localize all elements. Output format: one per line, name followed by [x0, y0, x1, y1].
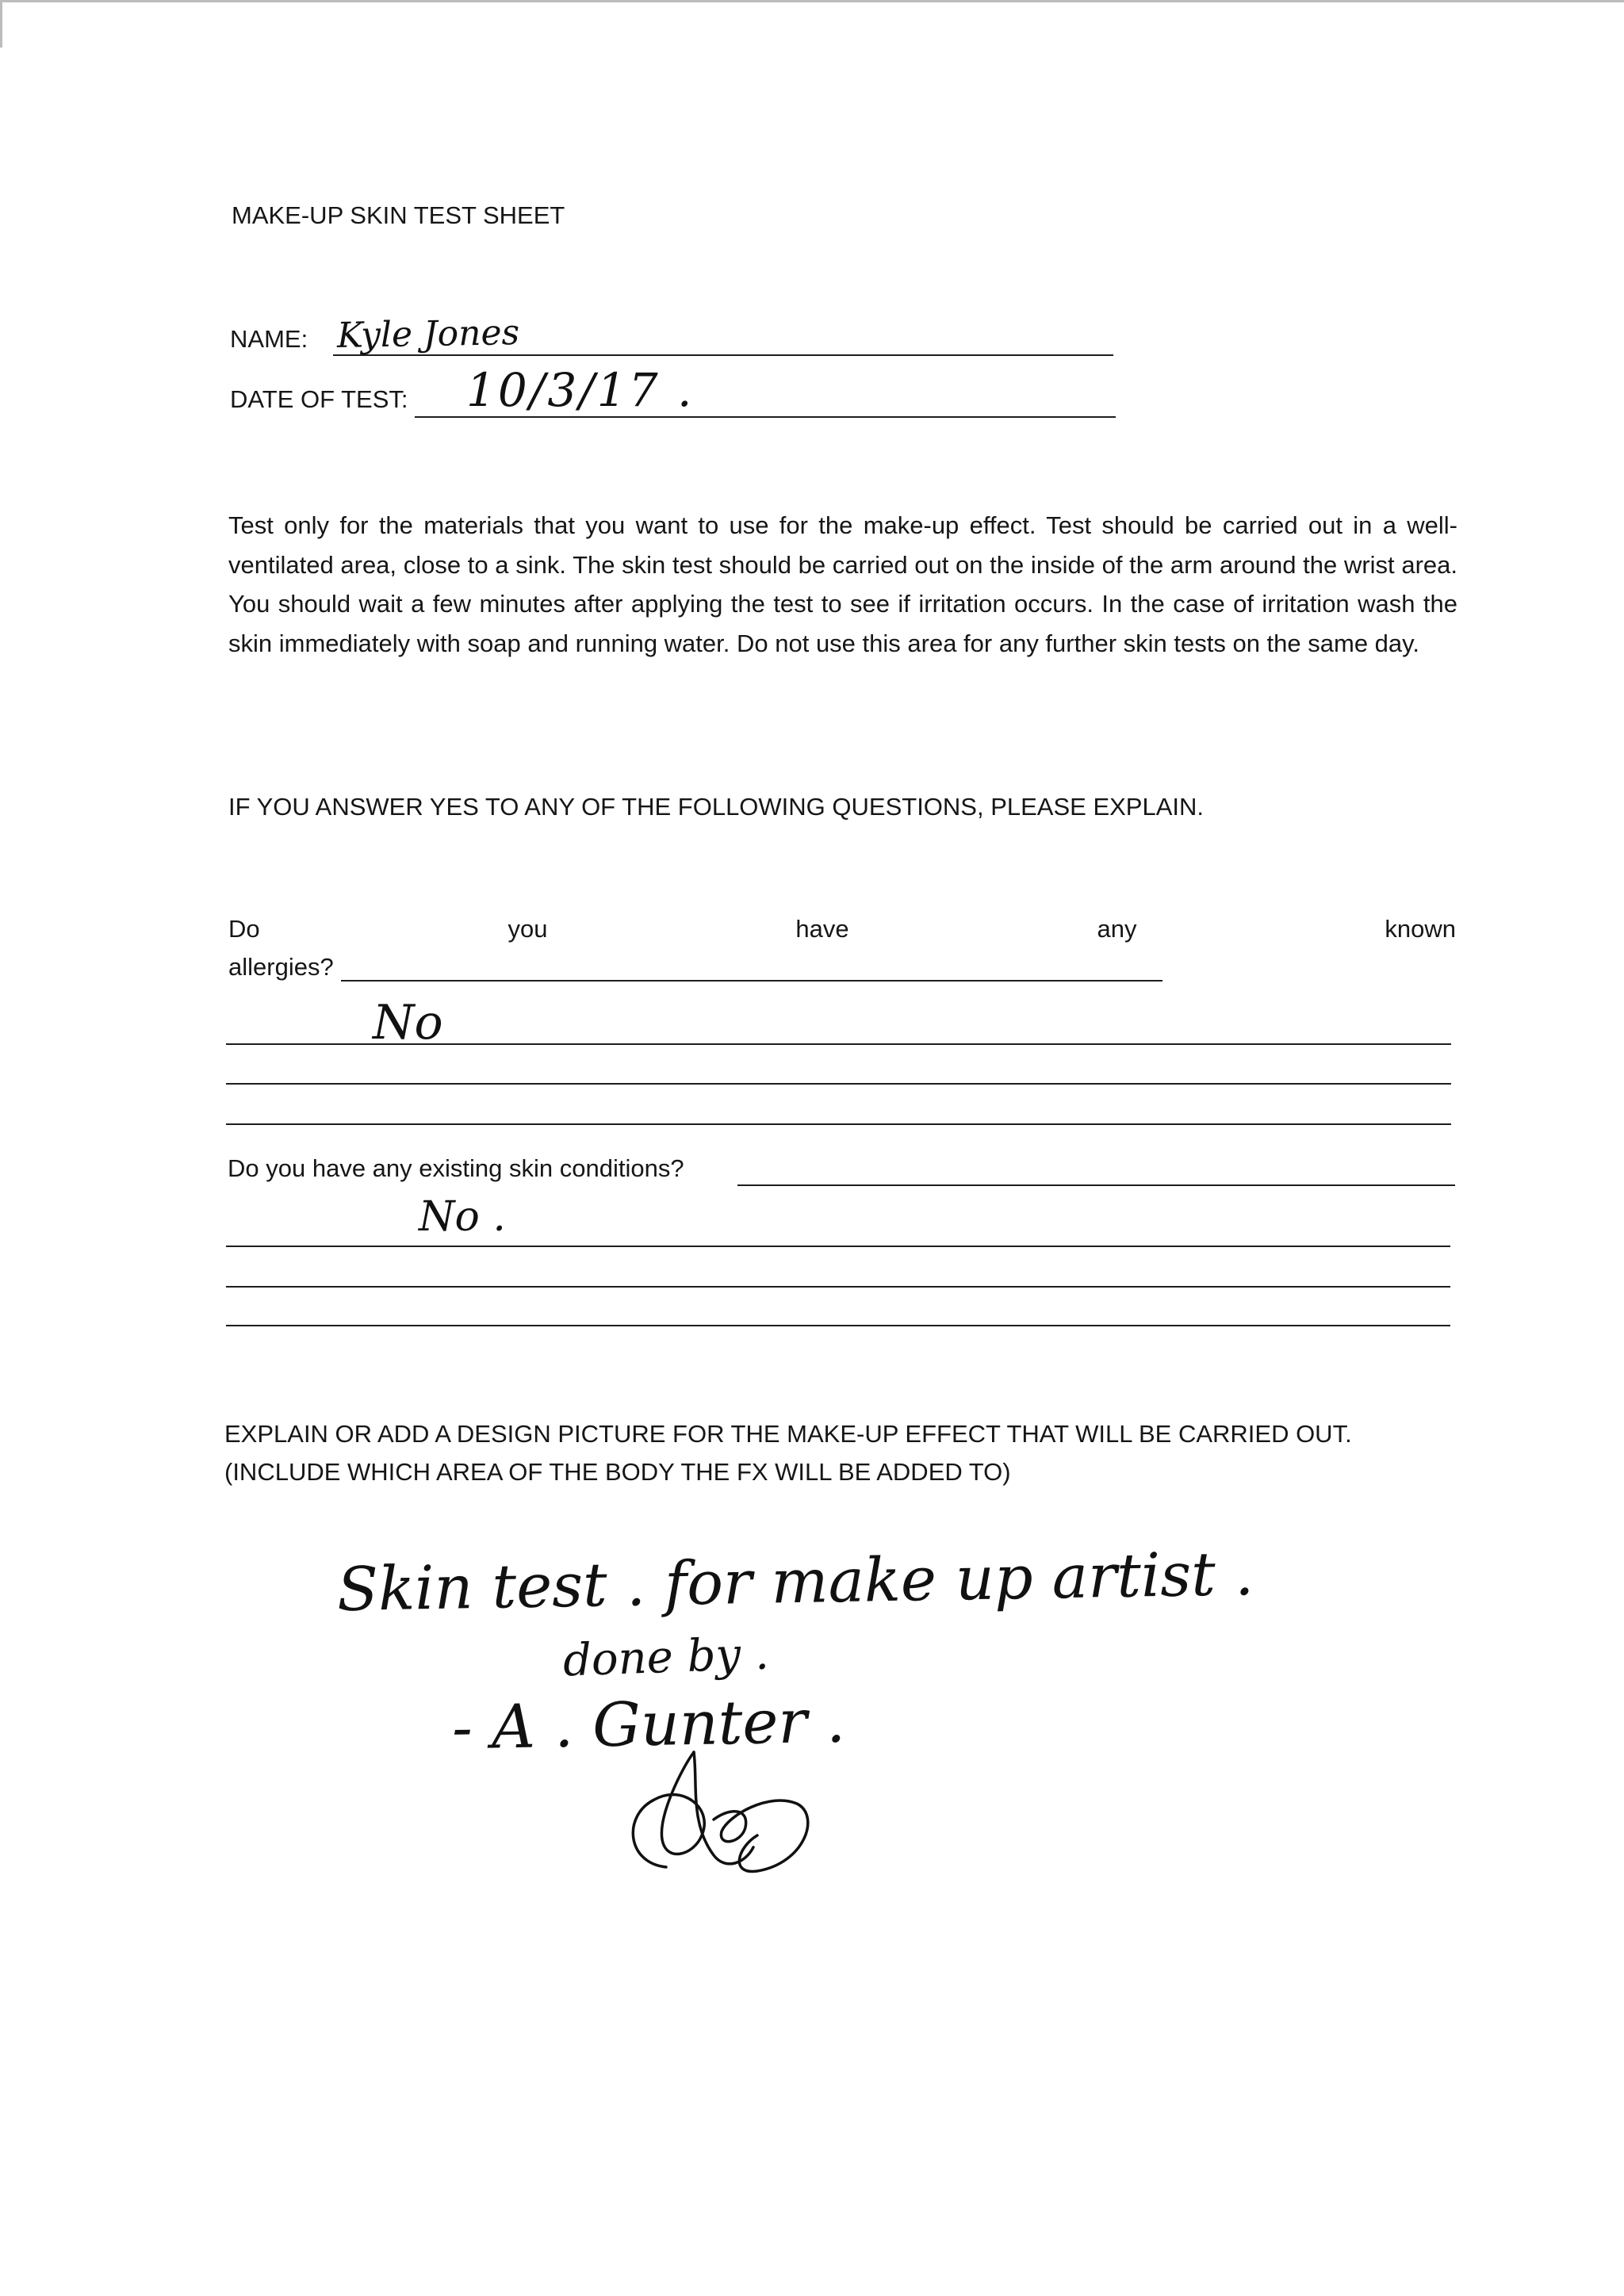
- answer-line[interactable]: [226, 1246, 1450, 1247]
- answer-line[interactable]: [226, 1123, 1451, 1125]
- question-word: any: [1097, 915, 1137, 943]
- design-heading-line2: (INCLUDE WHICH AREA OF THE BODY THE FX WILL BE ADDED TO): [224, 1458, 1011, 1486]
- date-value[interactable]: 10/3/17 .: [466, 363, 695, 417]
- question-word: Do: [228, 915, 260, 943]
- question-word: have: [795, 915, 849, 943]
- design-notes-line1[interactable]: Skin test . for make up artist .: [336, 1537, 1254, 1625]
- questions-heading: IF YOU ANSWER YES TO ANY OF THE FOLLOWING QUESTIONS, PLEASE EXPLAIN.: [228, 793, 1205, 821]
- design-notes-line3[interactable]: - A . Gunter .: [451, 1685, 846, 1763]
- question-skin-conditions: Do you have any existing skin conditions?: [228, 1154, 684, 1182]
- document-title: MAKE-UP SKIN TEST SHEET: [232, 201, 565, 229]
- design-notes-line2[interactable]: done by .: [561, 1628, 770, 1687]
- allergies-answer[interactable]: No: [373, 995, 443, 1050]
- design-heading-line1: EXPLAIN OR ADD A DESIGN PICTURE FOR THE MAKE-UP EFFECT THAT WILL BE CARRIED OUT.: [224, 1420, 1352, 1448]
- question-allergies: [228, 914, 1456, 944]
- answer-line[interactable]: [226, 1286, 1450, 1288]
- scan-edge-left: [0, 0, 2, 48]
- answer-line[interactable]: [226, 1083, 1451, 1085]
- skin-conditions-answer[interactable]: No .: [419, 1193, 506, 1241]
- name-line: [333, 354, 1113, 356]
- answer-line[interactable]: [226, 1043, 1451, 1045]
- signature: [619, 1744, 825, 1879]
- question-word: known: [1385, 915, 1456, 943]
- name-value[interactable]: Kyle Jones: [336, 312, 520, 357]
- scan-edge-top: [0, 0, 1624, 2]
- question-word: you: [508, 915, 548, 943]
- date-label: DATE OF TEST:: [230, 385, 408, 413]
- instructions-text: Test only for the materials that you want to use for the make-up effect. Test should be carried out in a well-ventilated area, close to a sink. The skin test should be carried out on the inside of the arm around the wrist area. You should wait a few minutes after applying the test to see if irritation occurs. In the case of irritation wash the skin immediately with soap and running water. Do not use this area for any further skin tests on the same day.: [228, 511, 1457, 657]
- name-label: NAME:: [230, 325, 308, 353]
- instructions-paragraph: [228, 506, 1457, 663]
- answer-line[interactable]: [226, 1325, 1450, 1326]
- allergies-inline-line: [341, 980, 1162, 982]
- question-allergies-tail: allergies?: [228, 953, 334, 981]
- skin-conditions-inline-line: [737, 1184, 1455, 1186]
